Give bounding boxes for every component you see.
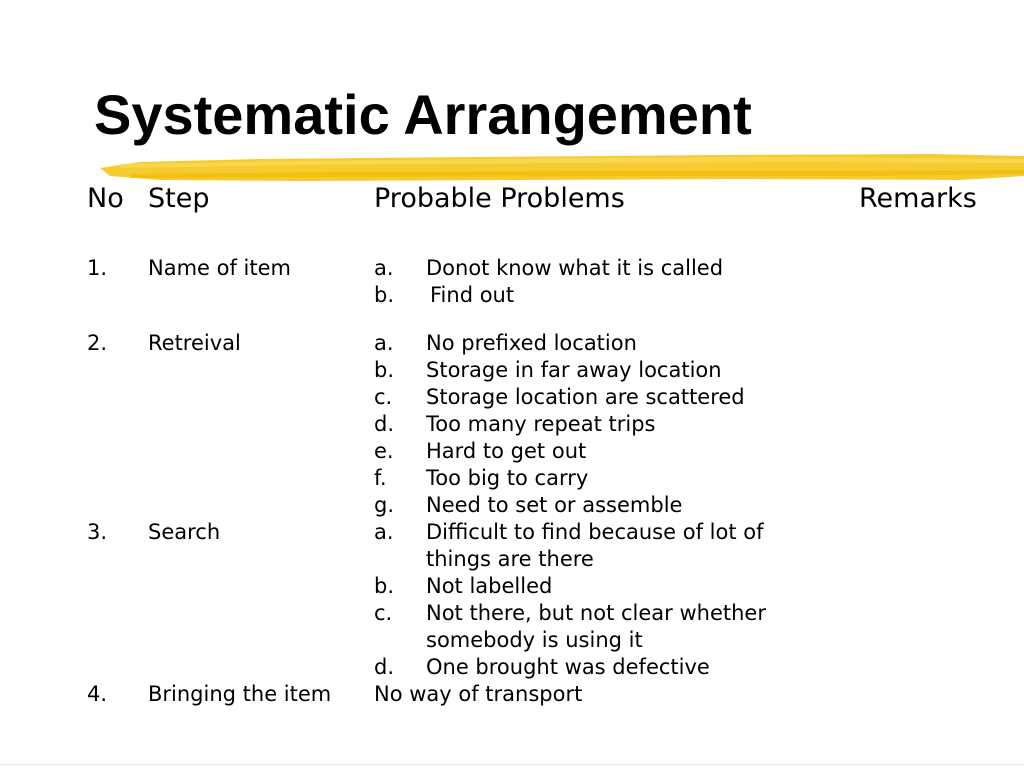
row-3-no: 3. <box>87 520 108 544</box>
highlighter-stroke <box>100 150 1024 184</box>
row-3-problem-c-continuation: somebody is using it <box>426 628 643 652</box>
header-problems: Probable Problems <box>374 183 625 214</box>
row-1-problem-a-letter: a. <box>374 256 394 280</box>
row-1-problem-a-text: Donot know what it is called <box>426 256 724 280</box>
row-3-problem-d-text: One brought was defective <box>426 655 710 679</box>
row-3-problem-a-text: Difficult to find because of lot of <box>426 520 764 544</box>
row-3-problem-a-continuation: things are there <box>426 547 594 571</box>
row-1-problem-b-text: Find out <box>430 283 515 307</box>
slide-bottom-divider <box>0 764 1024 765</box>
row-2-problem-g-text: Need to set or assemble <box>426 493 683 517</box>
row-3-problem-d-letter: d. <box>374 655 395 679</box>
row-3-problem-b-letter: b. <box>374 574 395 598</box>
row-1-problem-b-letter: b. <box>374 283 395 307</box>
row-4-problem-text: No way of transport <box>374 682 583 706</box>
row-1-no: 1. <box>87 256 108 280</box>
header-no: No <box>87 183 124 214</box>
row-2-step: Retreival <box>148 331 241 355</box>
slide-title: Systematic Arrangement <box>94 83 752 146</box>
row-2-problem-d-text: Too many repeat trips <box>426 412 656 436</box>
row-1-step: Name of item <box>148 256 291 280</box>
row-2-problem-b-letter: b. <box>374 358 395 382</box>
row-4-step: Bringing the item <box>148 682 332 706</box>
row-2-no: 2. <box>87 331 108 355</box>
row-4-no: 4. <box>87 682 108 706</box>
row-2-problem-b-text: Storage in far away location <box>426 358 722 382</box>
row-2-problem-a-text: No prefixed location <box>426 331 637 355</box>
row-2-problem-f-letter: f. <box>374 466 387 490</box>
row-3-problem-a-letter: a. <box>374 520 394 544</box>
row-2-problem-f-text: Too big to carry <box>426 466 589 490</box>
row-3-problem-b-text: Not labelled <box>426 574 553 598</box>
header-step: Step <box>148 183 210 214</box>
row-2-problem-g-letter: g. <box>374 493 395 517</box>
row-2-problem-e-letter: e. <box>374 439 394 463</box>
row-2-problem-c-letter: c. <box>374 385 393 409</box>
row-2-problem-d-letter: d. <box>374 412 395 436</box>
row-3-problem-c-letter: c. <box>374 601 393 625</box>
row-2-problem-c-text: Storage location are scattered <box>426 385 745 409</box>
row-3-problem-c-text: Not there, but not clear whether <box>426 601 766 625</box>
row-2-problem-a-letter: a. <box>374 331 394 355</box>
row-3-step: Search <box>148 520 221 544</box>
header-remarks: Remarks <box>859 183 977 214</box>
row-2-problem-e-text: Hard to get out <box>426 439 587 463</box>
